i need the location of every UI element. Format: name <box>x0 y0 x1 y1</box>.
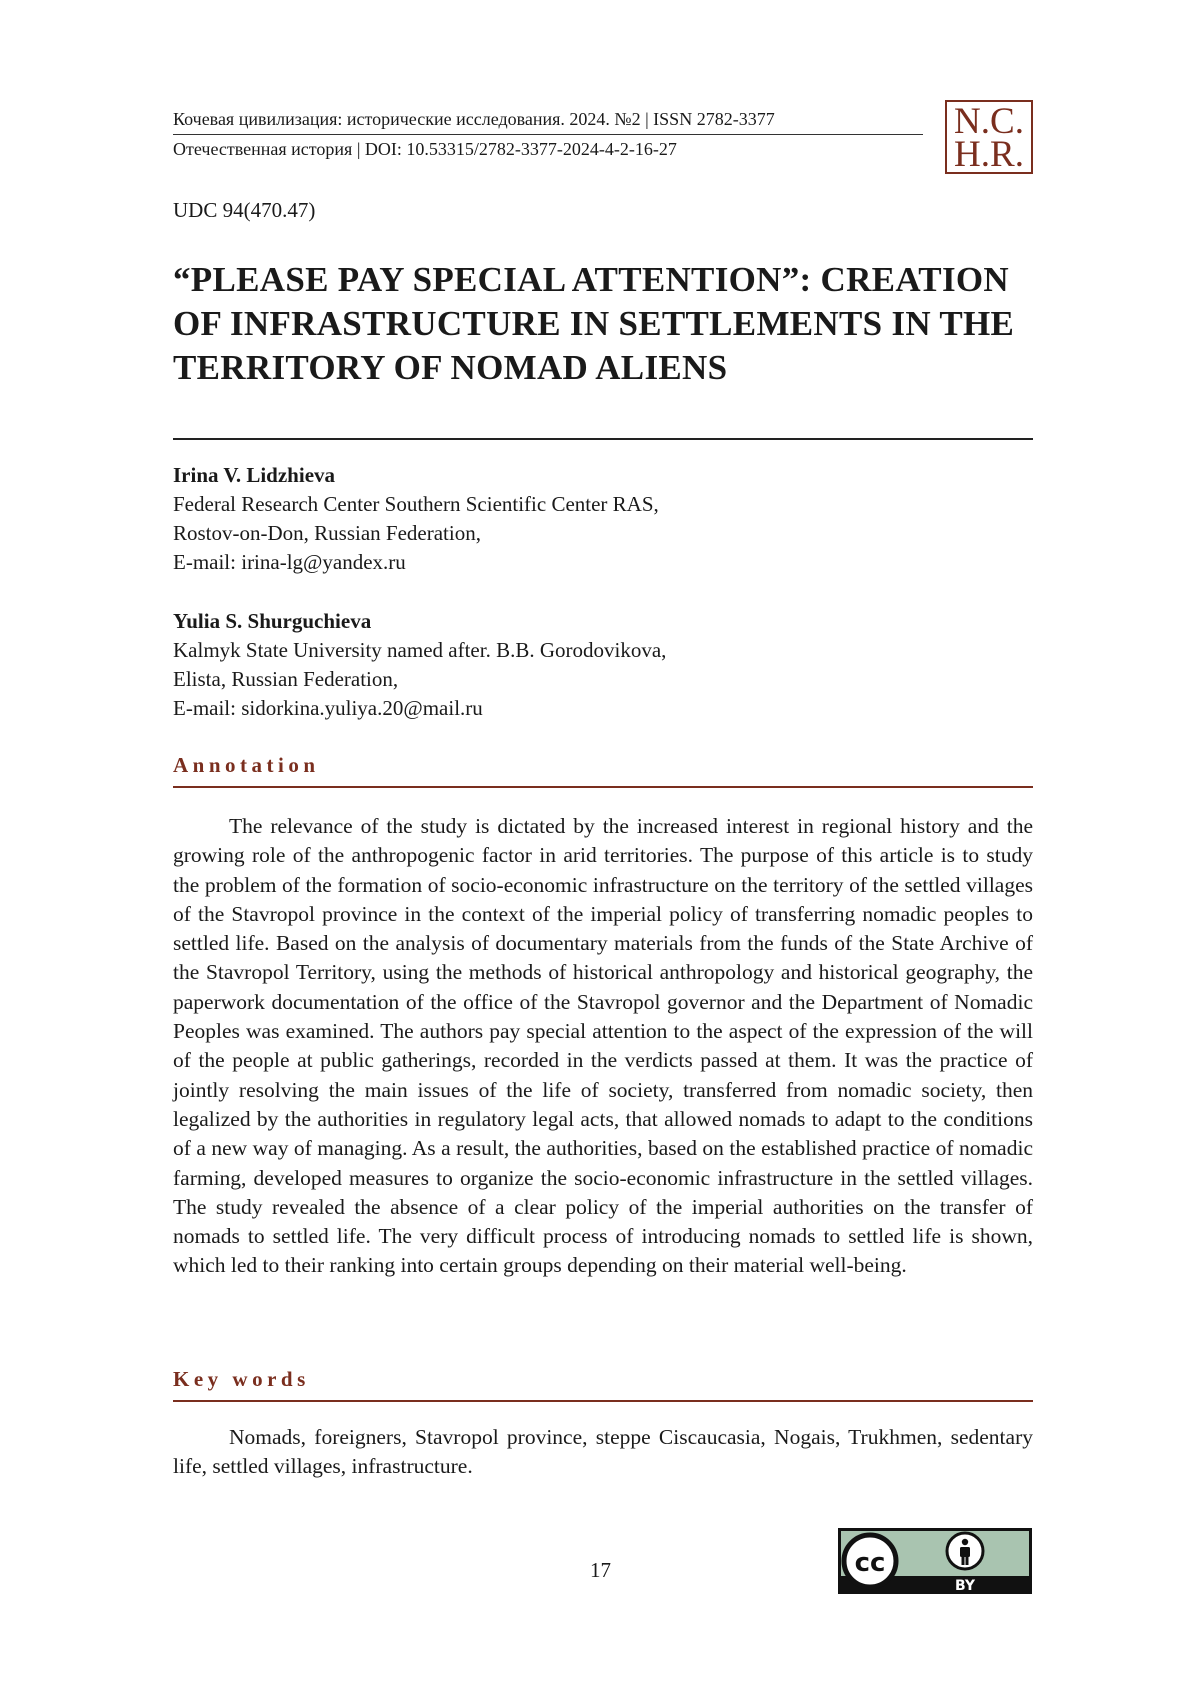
author-name: Yulia S. Shurguchieva <box>173 609 372 633</box>
author-location: Elista, Russian Federation, <box>173 667 399 691</box>
author-block-1 <box>173 461 1033 577</box>
author-affiliation: Federal Research Center Southern Scientific Center RAS, <box>173 492 659 516</box>
logo-bottom-text: H.R. <box>954 134 1024 175</box>
author-block-2 <box>173 607 1033 723</box>
keywords-text: Nomads, foreigners, Stavropol province, steppe Ciscaucasia, Nogais, Trukhmen, sedentary life, settled villages, infrastructure. <box>173 1425 1033 1479</box>
journal-line: Кочевая цивилизация: исторические исследования. 2024. №2 | ISSN 2782-3377 <box>173 108 923 135</box>
title-divider <box>173 438 1033 440</box>
running-header <box>173 108 923 160</box>
svg-text:cc: cc <box>854 1548 886 1578</box>
article-title: “PLEASE PAY SPECIAL ATTENTION”: CREATION OF INFRASTRUCTURE IN SETTLEMENTS IN THE TERRITORY OF NOMAD ALIENS <box>173 260 1015 387</box>
creative-commons-by-icon <box>837 1527 1033 1595</box>
section-doi-line: Отечественная история | DOI: 10.53315/2782-3377-2024-4-2-16-27 <box>173 139 677 159</box>
author-email: E-mail: irina-lg@yandex.ru <box>173 550 406 574</box>
page-number: 17 <box>590 1558 611 1582</box>
journal-logo <box>945 100 1033 174</box>
annotation-heading: Annotation <box>173 753 1033 788</box>
author-name: Irina V. Lidzhieva <box>173 463 336 487</box>
cc-by-license-badge <box>837 1527 1033 1595</box>
author-email: E-mail: sidorkina.yuliya.20@mail.ru <box>173 696 483 720</box>
author-location: Rostov-on-Don, Russian Federation, <box>173 521 481 545</box>
author-affiliation: Kalmyk State University named after. B.B. Gorodovikova, <box>173 638 667 662</box>
logo-top-text: N.C. <box>954 101 1024 142</box>
udc-code: UDC 94(470.47) <box>173 198 316 222</box>
annotation-text: The relevance of the study is dictated by the increased interest in regional history and the growing role of the anthropogenic factor in arid territories. The purpose of this article is to study the problem of the formation of socio-economic infrastructure on the territory of the settled villages of the Stavropol province in the context of the imperial policy of transferring nomadic peoples to settled life. Based on the analysis of documentary materials from the funds of the State Archive of the Stavropol Territory, using the methods of historical anthropology and historical geography, the paperwork documentation of the office of the Stavropol governor and the Department of Nomadic Peoples was examined. The authors pay special attention to the aspect of the expression of the will of the people at public gatherings, recorded in the verdicts passed at them. It was the practice of jointly resolving the main issues of the life of society, transferred from nomadic society, then legalized by the authorities in regulatory legal acts, that allowed nomads to adapt to the conditions of a new way of managing. As a result, the authorities, based on the established practice of nomadic farming, developed measures to organize the socio-economic infrastructure in the settled villages. The study revealed the absence of a clear policy of the imperial authorities on the transfer of nomads to settled life. The very difficult process of introducing nomads to settled life is shown, which led to their ranking into certain groups depending on their material well-being. <box>173 814 1033 1278</box>
keywords-heading: Key words <box>173 1367 1033 1402</box>
cc-by-label: BY <box>954 1578 976 1594</box>
